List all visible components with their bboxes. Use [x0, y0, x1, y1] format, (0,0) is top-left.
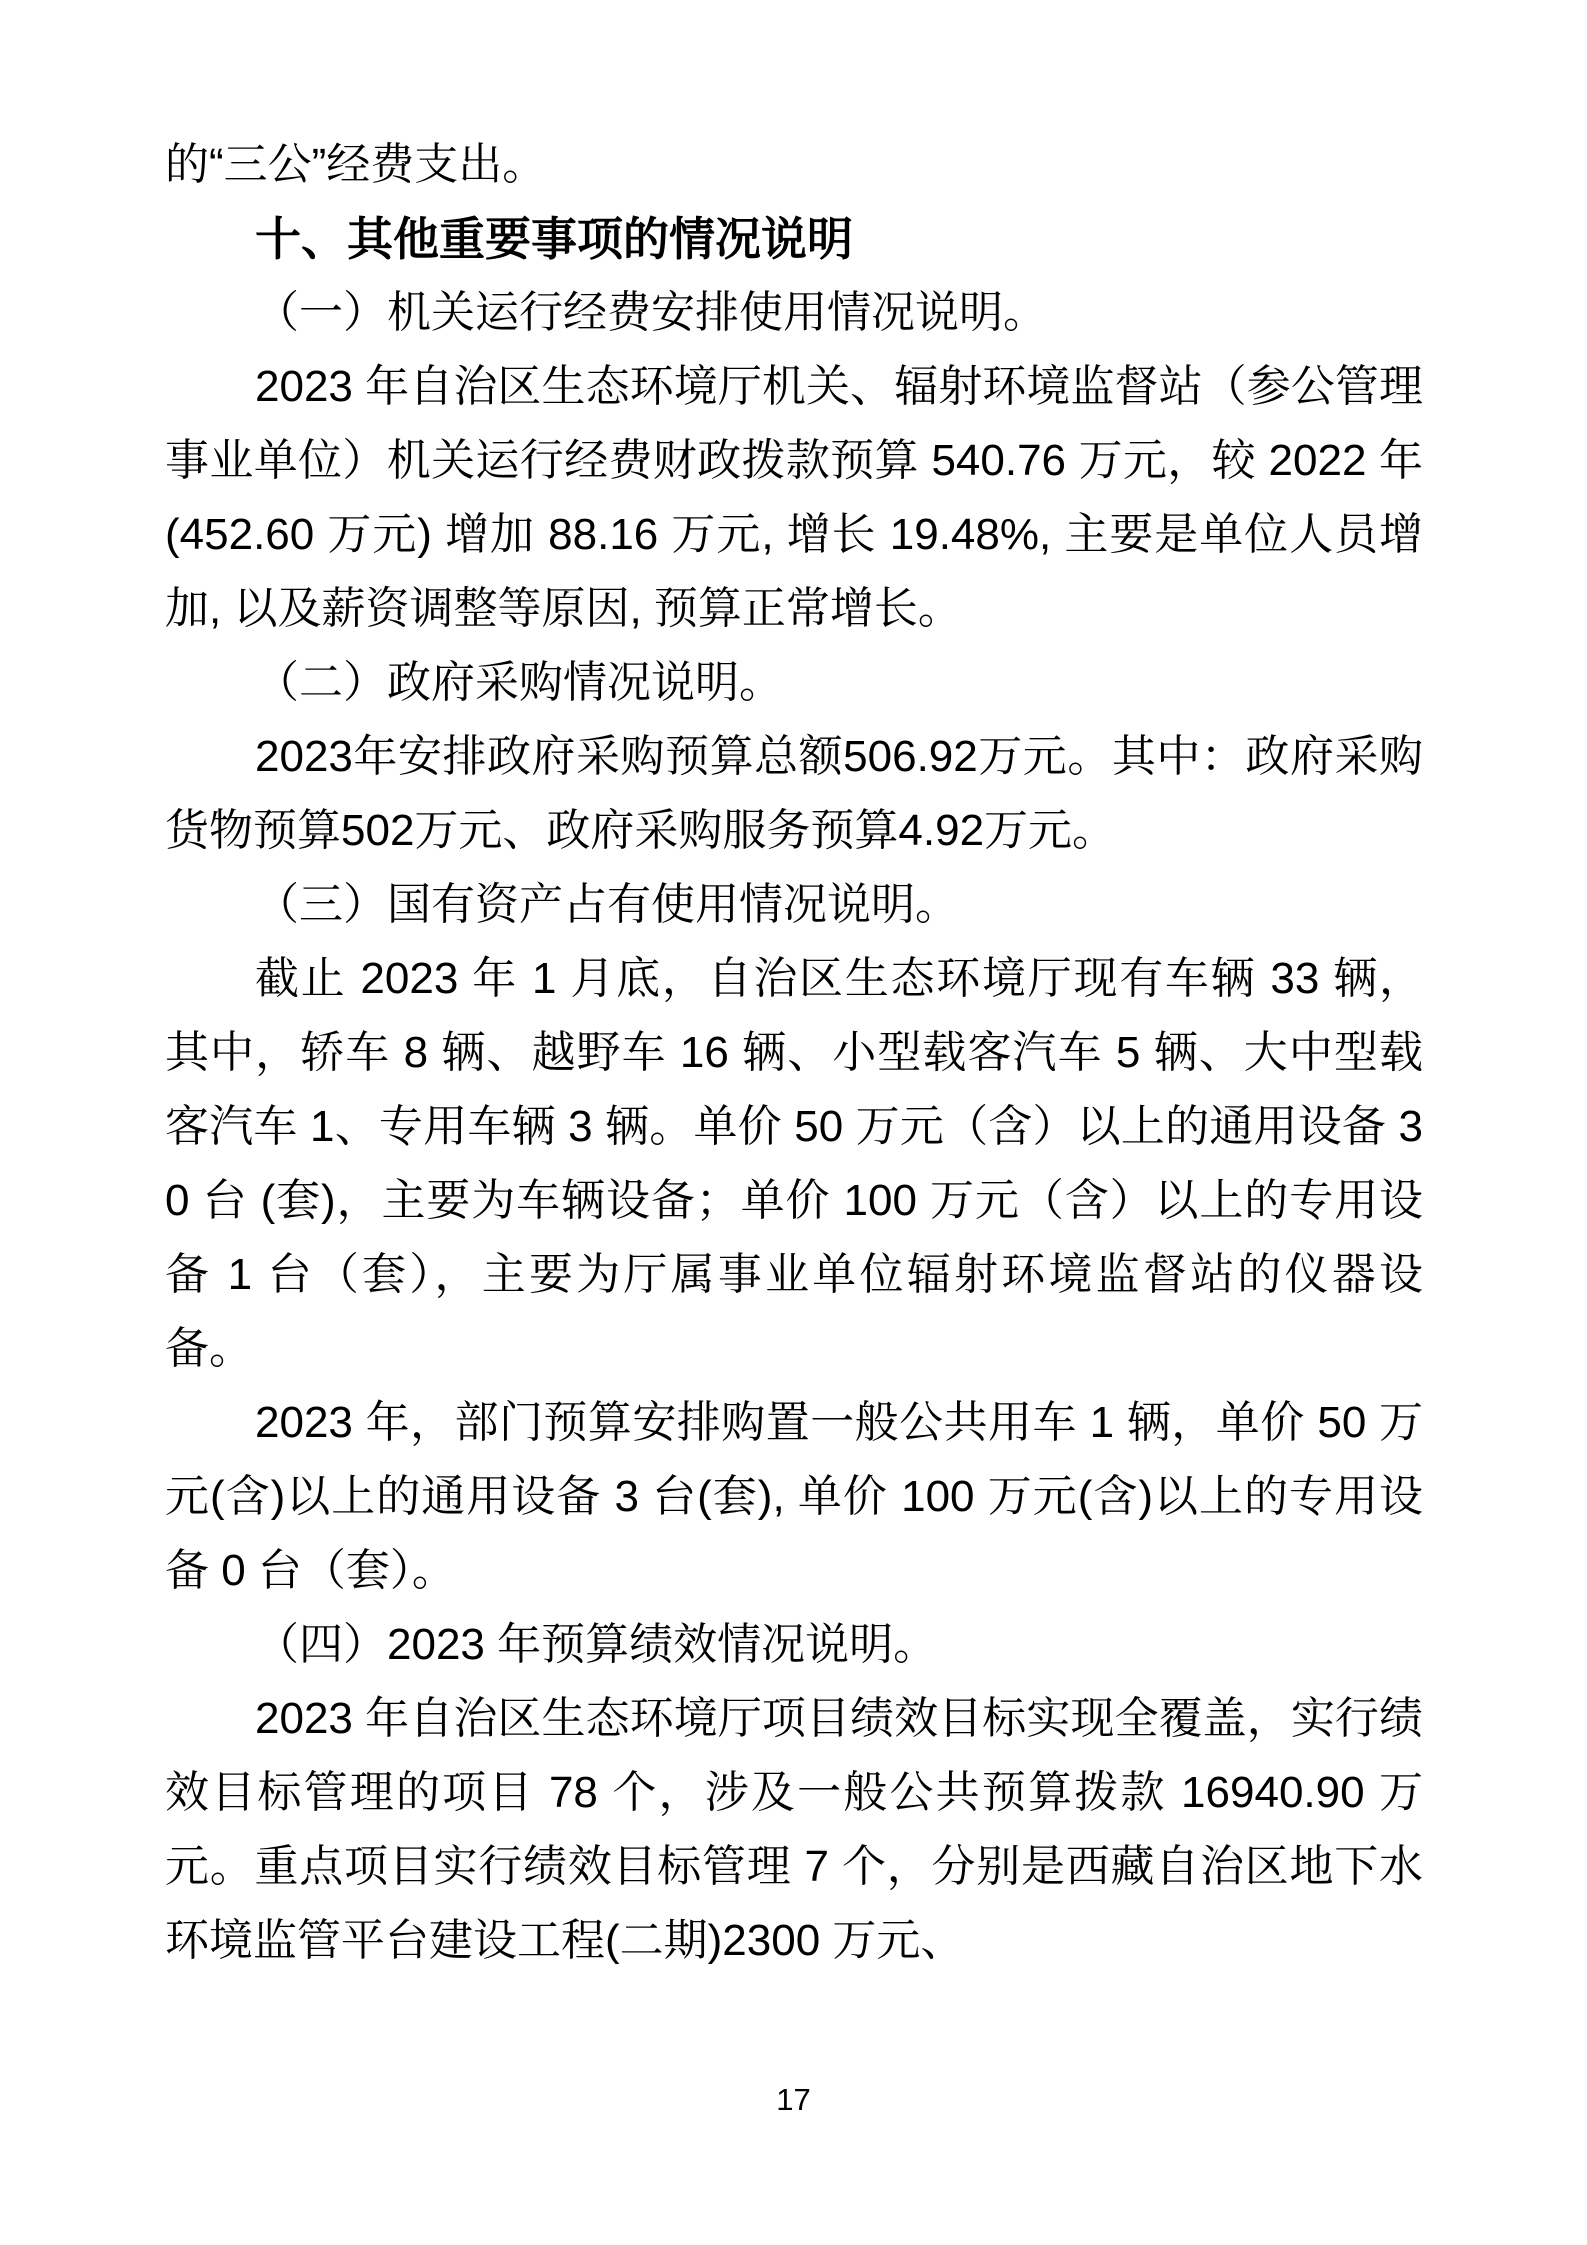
document-body — [165, 128, 1423, 1978]
section-heading: 十、其他重要事项的情况说明 — [255, 213, 853, 265]
page-number: 17 — [776, 2082, 811, 2117]
sub-heading-1: （一）机关运行经费安排使用情况说明。 — [255, 288, 1047, 337]
paragraph-government-procurement: 2023年安排政府采购预算总额506.92万元。其中：政府采购货物预算502万元、政府采购服务预算4.92万元。 — [165, 732, 1423, 855]
paragraph-carryover: 的“三公”经费支出。 — [165, 140, 547, 189]
sub-heading-4: （四）2023 年预算绩效情况说明。 — [255, 1620, 938, 1669]
sub-heading-3: （三）国有资产占有使用情况说明。 — [255, 880, 959, 929]
sub-heading-2: （二）政府采购情况说明。 — [255, 658, 783, 707]
paragraph-budget-performance: 2023 年自治区生态环境厅项目绩效目标实现全覆盖，实行绩效目标管理的项目 78 个，涉及一般公共预算拨款 16940.90 万元。重点项目实行绩效目标管理 7 个，分别是西藏自治区地下水环境监管平台建设工程(二期)2300 万元、 — [165, 1694, 1423, 1965]
paragraph-planned-purchases: 2023 年，部门预算安排购置一般公共用车 1 辆，单价 50 万元(含)以上的通用设备 3 台(套), 单价 100 万元(含)以上的专用设备 0 台（套）。 — [165, 1398, 1423, 1595]
paragraph-agency-operating-funds: 2023 年自治区生态环境厅机关、辐射环境监督站（参公管理事业单位）机关运行经费财政拨款预算 540.76 万元，较 2022 年 (452.60 万元) 增加 88.16 万元, 增长 19.48%, 主要是单位人员增加, 以及薪资调整等原因, 预算正常增长。 — [165, 362, 1423, 633]
paragraph-state-assets: 截止 2023 年 1 月底，自治区生态环境厅现有车辆 33 辆，其中，轿车 8 辆、越野车 16 辆、小型载客汽车 5 辆、大中型载客汽车 1、专用车辆 3 辆。单价 50 万元（含）以上的通用设备 30 台 (套)，主要为车辆设备；单价 100 万元（含）以上的专用设备 1 台（套），主要为厅属事业单位辐射环境监督站的仪器设备。 — [165, 954, 1423, 1373]
